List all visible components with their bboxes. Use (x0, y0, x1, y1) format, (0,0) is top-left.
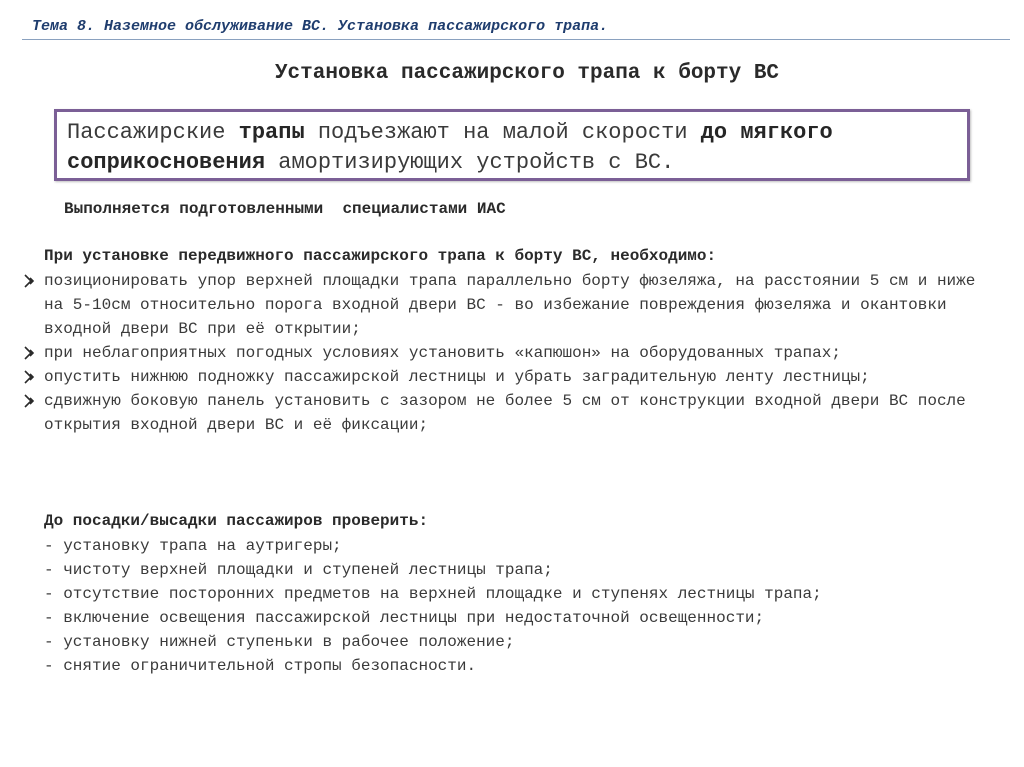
list-item: - чистоту верхней площадки и ступеней лестницы трапа; (44, 561, 553, 579)
highlight-text-3: амортизирующих устройств с ВС. (265, 150, 675, 175)
list-item (22, 389, 1002, 437)
list-item (22, 341, 1002, 365)
list-item: - отсутствие посторонних предметов на верхней площадке и ступенях лестницы трапа; (44, 585, 822, 603)
checks-intro: До посадки/высадки пассажиров проверить: (44, 512, 429, 530)
list-item-text: опустить нижнюю подножку пассажирской лестницы и убрать заградительную ленту лестницы; (44, 368, 870, 386)
list-item-text: сдвижную боковую панель установить с зазором не более 5 см от конструкции входной двери ВС после открытия входной двери ВС и её фиксации; (44, 392, 966, 434)
header-divider (22, 39, 1010, 40)
arrow-check-bullet-icon (24, 345, 38, 361)
arrow-check-bullet-icon (24, 369, 38, 385)
highlight-bold-1: трапы (238, 120, 305, 145)
installation-intro: При установке передвижного пассажирского трапа к борту ВС, необходимо: (44, 247, 717, 265)
list-item: - установку трапа на аутригеры; (44, 537, 342, 555)
list-item: - установку нижней ступеньки в рабочее положение; (44, 633, 515, 651)
arrow-check-bullet-icon (24, 273, 38, 289)
list-item: - включение освещения пассажирской лестницы при недостаточной освещенности; (44, 609, 765, 627)
highlight-text-1: Пассажирские (67, 120, 239, 145)
highlight-text-2: подъезжают на малой скорости (304, 120, 701, 145)
installation-list (22, 269, 1002, 437)
specialists-line: Выполняется подготовленными специалистами ИАС (64, 200, 506, 218)
header-title: Тема 8. Наземное обслуживание ВС. Установка пассажирского трапа. (32, 18, 609, 35)
slide-title: Установка пассажирского трапа к борту ВС (274, 62, 780, 85)
list-item: - снятие ограничительной стропы безопасности. (44, 657, 477, 675)
list-item-text: при неблагоприятных погодных условиях установить «капюшон» на оборудованных трапах; (44, 344, 841, 362)
list-item (22, 365, 1002, 389)
list-item (22, 269, 1002, 341)
list-item-text: позиционировать упор верхней площадки трапа параллельно борту фюзеляжа, на расстоянии 5 см и ниже на 5-10см относительно порога входной двери ВС - во избежание повреждения фюзеляжа и окантовки входной двери ВС при её открытии; (44, 272, 976, 338)
highlight-bold-2: до мягкого соприкосновения (67, 120, 833, 175)
highlight-box (54, 109, 970, 181)
arrow-check-bullet-icon (24, 393, 38, 409)
checks-list (44, 534, 1004, 678)
